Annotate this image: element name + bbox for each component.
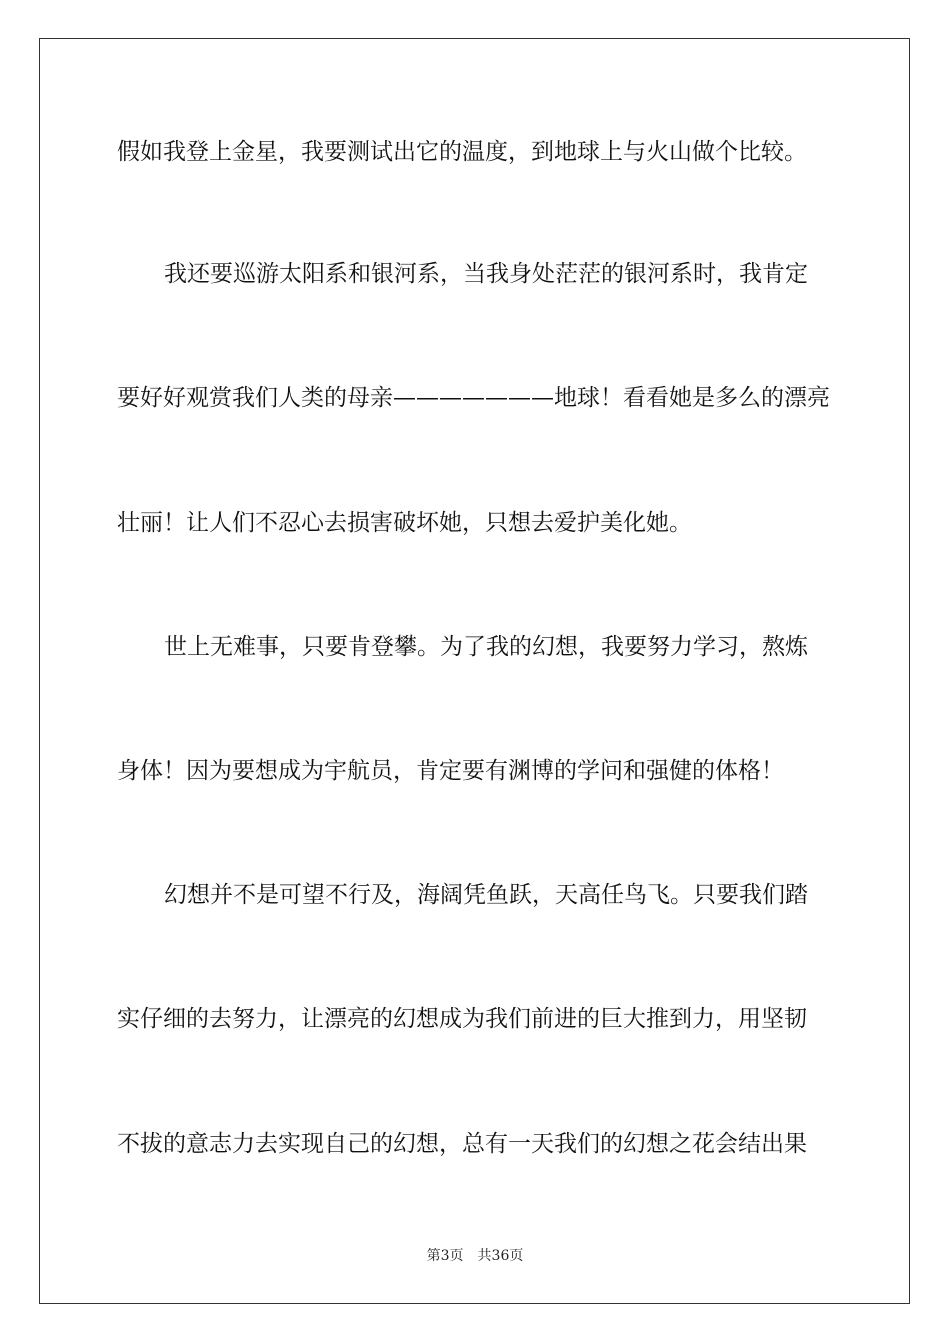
text-line-5: 世上无难事，只要肯登攀。为了我的幻想，我要努力学习，熬炼: [164, 634, 808, 660]
text-line-3: 要好好观赏我们人类的母亲———————地球！看看她是多么的漂亮: [117, 385, 830, 411]
text-line-7: 幻想并不是可望不行及，海阔凭鱼跃，天高任鸟飞。只要我们踏: [164, 882, 808, 908]
text-line-8: 实仔细的去努力，让漂亮的幻想成为我们前进的巨大推到力，用坚韧: [117, 1006, 807, 1032]
text-line-4: 壮丽！让人们不忍心去损害破坏她，只想去爱护美化她。: [117, 510, 692, 536]
page-number: 第3页: [426, 1248, 464, 1264]
text-line-1: 假如我登上金星，我要测试出它的温度，到地球上与火山做个比较。: [117, 139, 807, 165]
text-line-9: 不拔的意志力去实现自己的幻想，总有一天我们的幻想之花会结出果: [117, 1131, 807, 1157]
text-line-2: 我还要巡游太阳系和银河系，当我身处茫茫的银河系时，我肯定: [164, 261, 808, 287]
page-footer: [0, 1247, 950, 1265]
page-border: [39, 38, 910, 1304]
text-line-6: 身体！因为要想成为宇航员，肯定要有渊博的学问和强健的体格！: [117, 758, 784, 784]
page-total: 共36页: [477, 1248, 524, 1264]
